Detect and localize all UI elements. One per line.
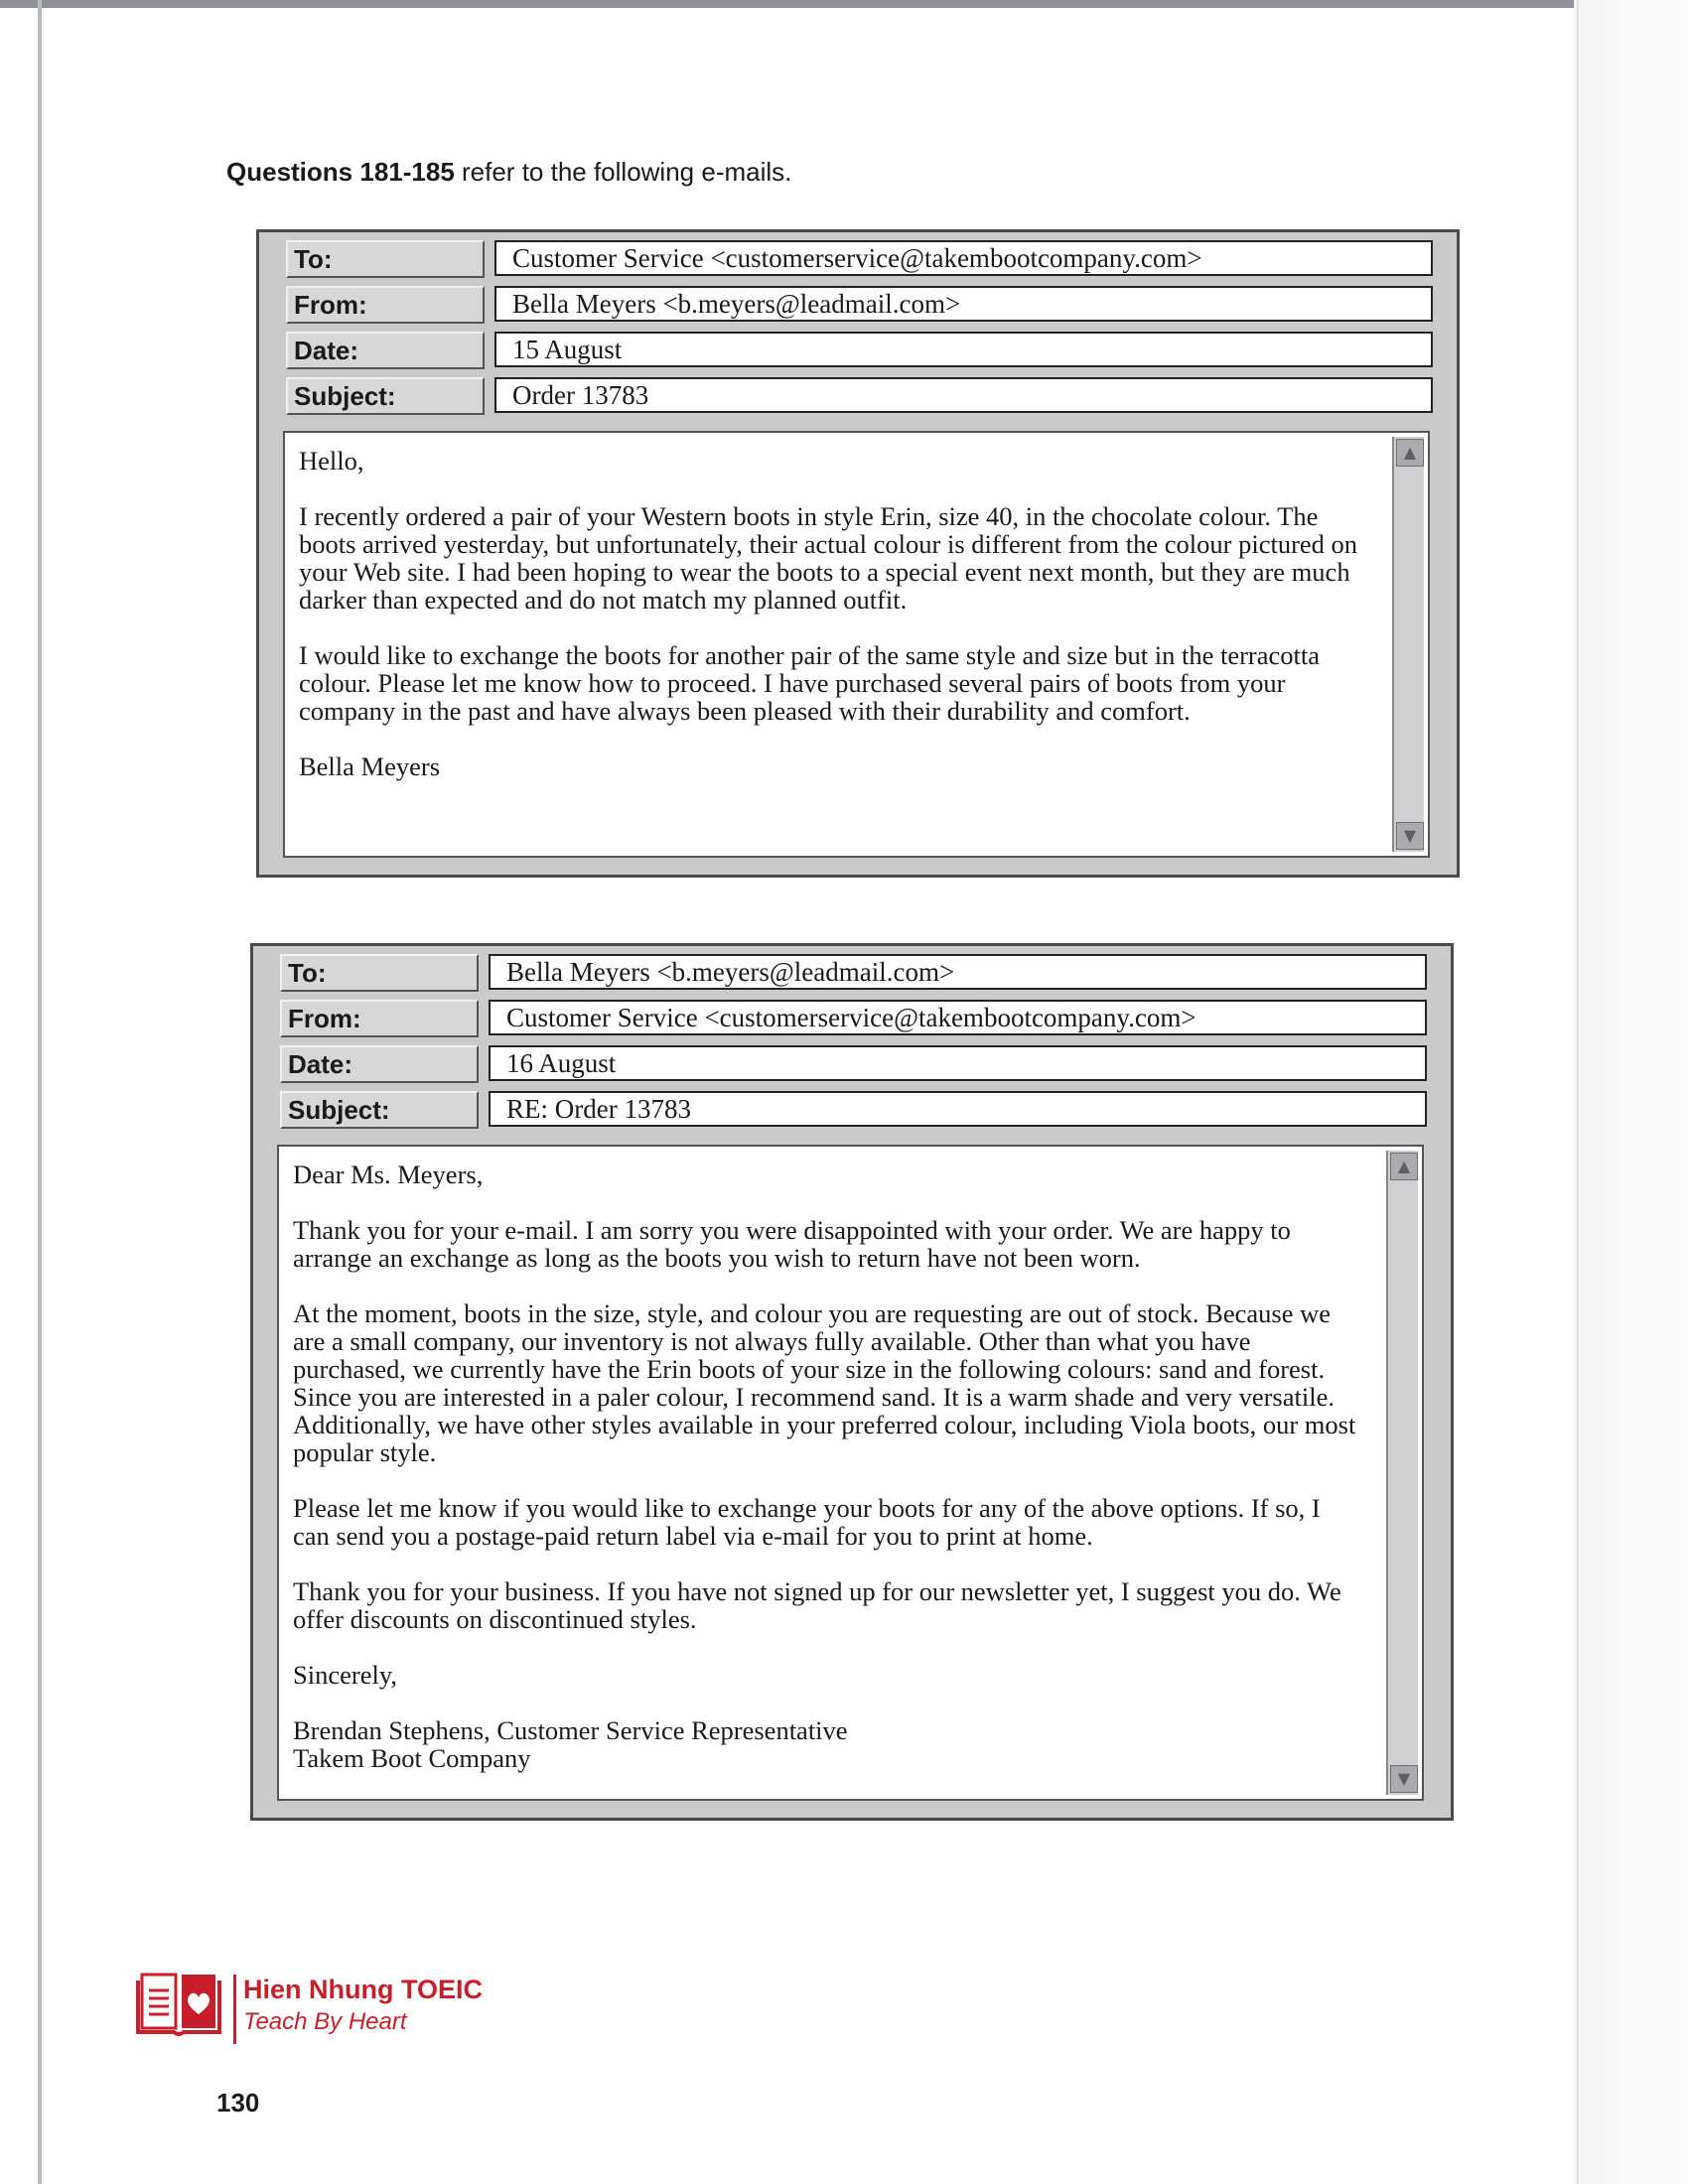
email2-signature-name: Brendan Stephens, Customer Service Representative [293,1715,848,1745]
email1-date-field: 15 August [494,332,1433,367]
logo-tagline: Teach By Heart [243,2008,407,2035]
subject-label: Subject: [286,377,485,415]
email1-from-field: Bella Meyers <b.meyers@leadmail.com> [494,286,1433,322]
email2-paragraph: Thank you for your e-mail. I am sorry you were disappointed with your order. We are happy to arrange an exchange as long as the boots you wish to return have not been worn. [293,1215,1291,1273]
logo-name: Hien Nhung TOEIC [243,1975,483,2004]
email1-greeting: Hello, [299,446,364,476]
email2-paragraph: At the moment, boots in the size, style, and colour you are requesting are out of stock. Because we are a small company, our inventory is not always fully available. Other than what you have purchased, we currently have the Erin boots of your size in the following colours: sand and forest. Since you are interested in a paler colour, I recommend sand. It is a warm shade and very versatile. Additionally, we have other styles available in your preferred colour, including Viola boots, our most popular style. [293,1298,1356,1467]
subject-label: Subject: [280,1091,479,1129]
from-label: From: [280,1000,479,1037]
email2-closing: Sincerely, [293,1660,397,1690]
from-label: From: [286,286,485,324]
questions-intro [226,157,791,188]
email2-from-field: Customer Service <customerservice@takembootcompany.com> [489,1000,1427,1035]
questions-range: Questions 181-185 [226,157,455,187]
email1-paragraph: I would like to exchange the boots for another pair of the same style and size but in the terracotta colour. Please let me know how to proceed. I have purchased several pairs of boots from your company in the past and have always been pleased with their durability and comfort. [299,640,1321,726]
email2-body [277,1145,1424,1801]
email1-subject-field: Order 13783 [494,377,1433,413]
email2-paragraph: Please let me know if you would like to exchange your boots for any of the above options. If so, I can send you a postage-paid return label via e-mail for you to print at home. [293,1493,1321,1551]
email2-paragraph: Thank you for your business. If you have not signed up for our newsletter yet, I suggest you do. We offer discounts on discontinued styles. [293,1576,1341,1634]
scan-edge-top [0,0,1648,8]
scroll-up-arrow-icon[interactable]: ▲ [1390,1153,1418,1180]
date-label: Date: [286,332,485,369]
questions-intro-rest: refer to the following e-mails. [454,157,792,187]
scroll-up-arrow-icon[interactable]: ▲ [1396,439,1424,467]
email1-signature: Bella Meyers [299,751,441,781]
page-number: 130 [216,2088,260,2117]
email1-body [283,431,1430,858]
email-window-1 [256,229,1460,878]
email2-greeting: Dear Ms. Meyers, [293,1160,484,1189]
email2-to-field: Bella Meyers <b.meyers@leadmail.com> [489,954,1427,990]
email1-to-field: Customer Service <customerservice@takembootcompany.com> [494,240,1433,276]
scroll-down-arrow-icon[interactable]: ▼ [1396,822,1424,850]
scroll-down-arrow-icon[interactable]: ▼ [1390,1765,1418,1793]
book-heart-logo-icon [134,1971,223,2040]
email2-signature-company: Takem Boot Company [293,1743,531,1773]
email-window-2 [250,943,1454,1821]
email2-subject-field: RE: Order 13783 [489,1091,1427,1127]
date-label: Date: [280,1045,479,1083]
logo-divider [233,1975,236,2044]
brand-logo [134,1971,551,2050]
email1-scrollbar[interactable] [1392,437,1424,852]
scan-edge-right-line [1577,0,1579,2184]
to-label: To: [286,240,485,278]
scan-edge-left [38,0,42,2184]
scan-edge-right [1574,0,1688,2184]
to-label: To: [280,954,479,992]
email2-scrollbar[interactable] [1386,1151,1418,1795]
email1-paragraph: I recently ordered a pair of your Western boots in style Erin, size 40, in the chocolate colour. The boots arrived yesterday, but unfortunately, their actual colour is different from the colour pictured on your Web site. I had been hoping to wear the boots to a special event next month, but they are much darker than expected and do not match my planned outfit. [299,501,1358,614]
email2-date-field: 16 August [489,1045,1427,1081]
